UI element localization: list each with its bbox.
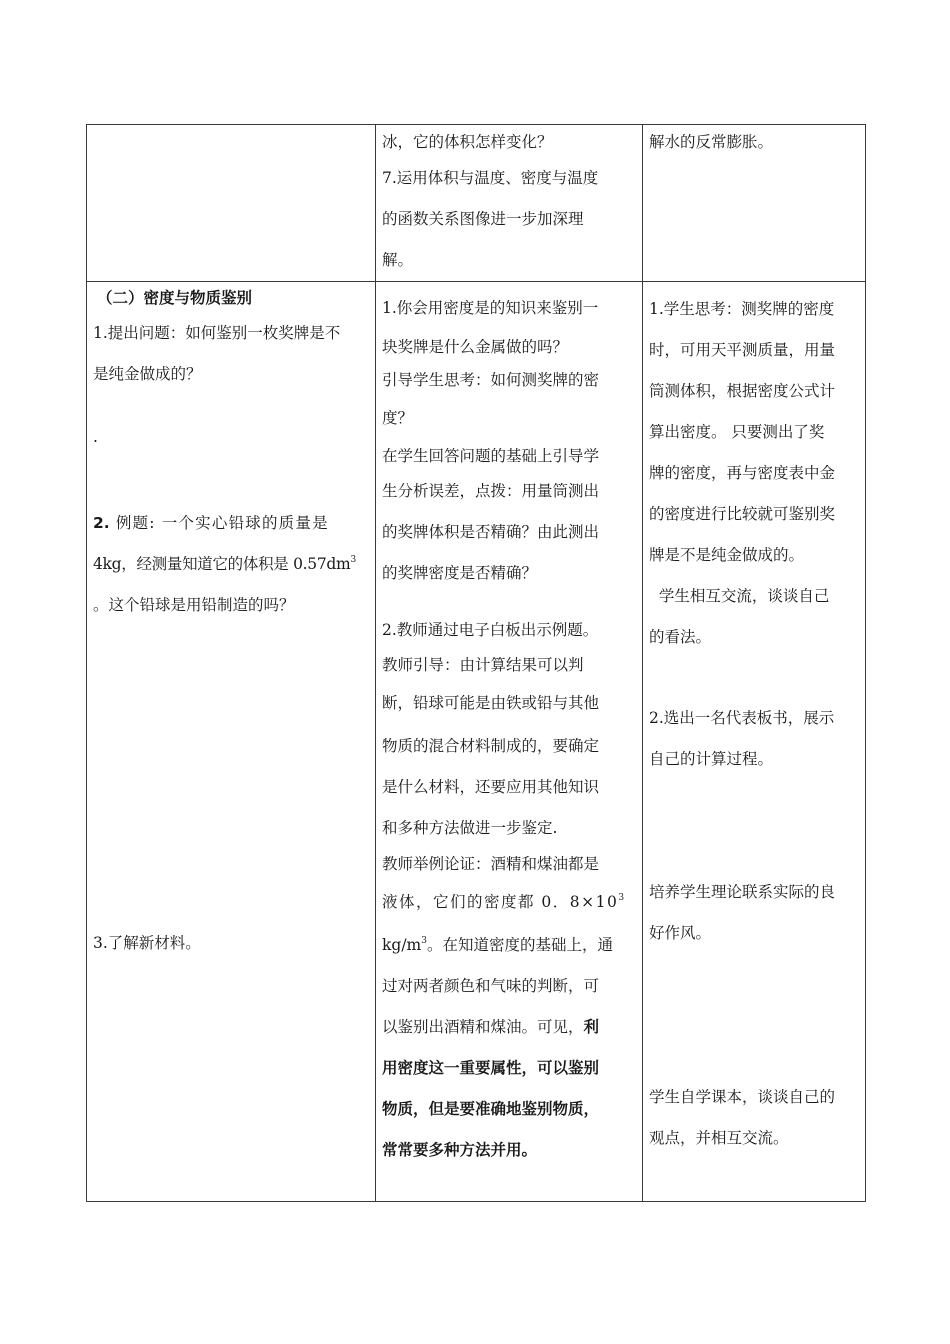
text-fragment: 。在知道密度的基础上，通 <box>426 936 613 954</box>
text-line: 的密度进行比较就可鉴别奖 <box>649 505 836 523</box>
text-line: 过对两者颜色和气味的判断，可 <box>382 977 600 995</box>
text-line: 时，可用天平测质量，用量 <box>649 341 836 359</box>
text-line: 引导学生思考：如何测奖牌的密 <box>382 371 600 389</box>
text-line: 好作风。 <box>649 924 712 942</box>
table-row <box>87 282 866 1202</box>
text-line: 2.教师通过电子白板出示例题。 <box>382 621 599 639</box>
text-fragment: 以鉴别出酒精和煤油。可见， <box>382 1018 584 1036</box>
text-fragment: 例题: 一个实心铅球的质量是 <box>109 514 329 532</box>
text-line: 学生相互交流，谈谈自己 <box>649 587 830 605</box>
text-line: 的奖牌体积是否精确？由此测出 <box>382 523 600 541</box>
bold-text-line: 物质，但是要准确地鉴别物质， <box>382 1100 600 1118</box>
section-heading: （二）密度与物质鉴别 <box>97 289 253 307</box>
text-line: 的看法。 <box>649 628 712 646</box>
text-line: 是什么材料，还要应用其他知识 <box>382 778 600 796</box>
superscript: 3 <box>421 936 427 946</box>
text-line: 筒测体积，根据密度公式计 <box>649 382 836 400</box>
text-line <box>382 879 636 925</box>
row2-content-cell <box>87 282 376 1202</box>
row2-teacher-cell <box>376 282 643 1202</box>
text-line: 2.选出一名代表板书，展示 <box>649 709 835 727</box>
text-line: 教师引导：由计算结果可以判 <box>382 656 584 674</box>
row2-student-cell <box>643 282 866 1202</box>
lesson-plan-table <box>86 124 866 1202</box>
text-line: 教师举例论证：酒精和煤油都是 <box>382 855 600 873</box>
text-line: 观点，并相互交流。 <box>649 1129 789 1147</box>
text-line: 块奖牌是什么金属做的吗？ <box>382 338 569 356</box>
text-line: 解水的反常膨胀。 <box>649 133 774 151</box>
text-line: 1.提出问题：如何鉴别一枚奖牌是不 <box>93 324 341 342</box>
text-line: 物质的混合材料制成的，要确定 <box>382 737 600 755</box>
text-line: 1.你会用密度是的知识来鉴别一 <box>382 299 599 317</box>
text-fragment: 4kg，经测量知道它的体积是 0.57dm <box>93 555 351 573</box>
row1-student-cell <box>643 125 866 282</box>
text-line: 是纯金做成的？ <box>93 365 202 383</box>
text-line: 培养学生理论联系实际的良 <box>649 883 836 901</box>
text-line: 学生自学课本，谈谈自己的 <box>649 1088 836 1106</box>
superscript: 3 <box>350 555 356 565</box>
text-fragment: kg/m <box>382 936 422 954</box>
text-line: 7.运用体积与温度、密度与温度 <box>382 169 599 187</box>
row1-teacher-cell <box>376 125 643 282</box>
text-line: 。这个铅球是用铅制造的吗？ <box>93 596 295 614</box>
table-row <box>87 125 866 282</box>
text-line: 生分析误差，点拨：用量筒测出 <box>382 482 600 500</box>
text-line: 解。 <box>382 251 414 269</box>
text-line <box>93 503 369 544</box>
text-line: 在学生回答问题的基础上引导学 <box>382 447 600 465</box>
text-line: 的函数关系图像进一步加深理 <box>382 210 584 228</box>
text-line: 牌是不是纯金做成的。 <box>649 546 805 564</box>
text-line: 冰，它的体积怎样变化？ <box>382 133 553 151</box>
superscript: 3 <box>618 893 626 903</box>
text-line: 自己的计算过程。 <box>649 750 774 768</box>
text-line <box>93 544 369 585</box>
text-line: 和多种方法做进一步鉴定. <box>382 819 558 837</box>
text-line: 1.学生思考：测奖牌的密度 <box>649 300 835 318</box>
row1-content-cell <box>87 125 376 282</box>
text-line <box>382 1007 636 1048</box>
text-line <box>382 925 636 966</box>
text-line: 的奖牌密度是否精确？ <box>382 564 538 582</box>
text-line: . <box>93 428 98 446</box>
text-line: 3.了解新材料。 <box>93 934 201 952</box>
text-line: 牌的密度，再与密度表中金 <box>649 464 836 482</box>
text-fragment: 液体，它们的密度都 0．8×10 <box>382 893 619 911</box>
text-line: 断，铅球可能是由铁或铅与其他 <box>382 694 600 712</box>
bold-text: 利 <box>583 1018 600 1036</box>
item-number: 2. <box>93 514 110 532</box>
text-line: 算出密度。 只要测出了奖 <box>649 423 825 441</box>
bold-text-line: 常常要多种方法并用。 <box>382 1141 538 1159</box>
bold-text-line: 用密度这一重要属性，可以鉴别 <box>382 1059 600 1077</box>
text-line: 度？ <box>382 409 414 427</box>
